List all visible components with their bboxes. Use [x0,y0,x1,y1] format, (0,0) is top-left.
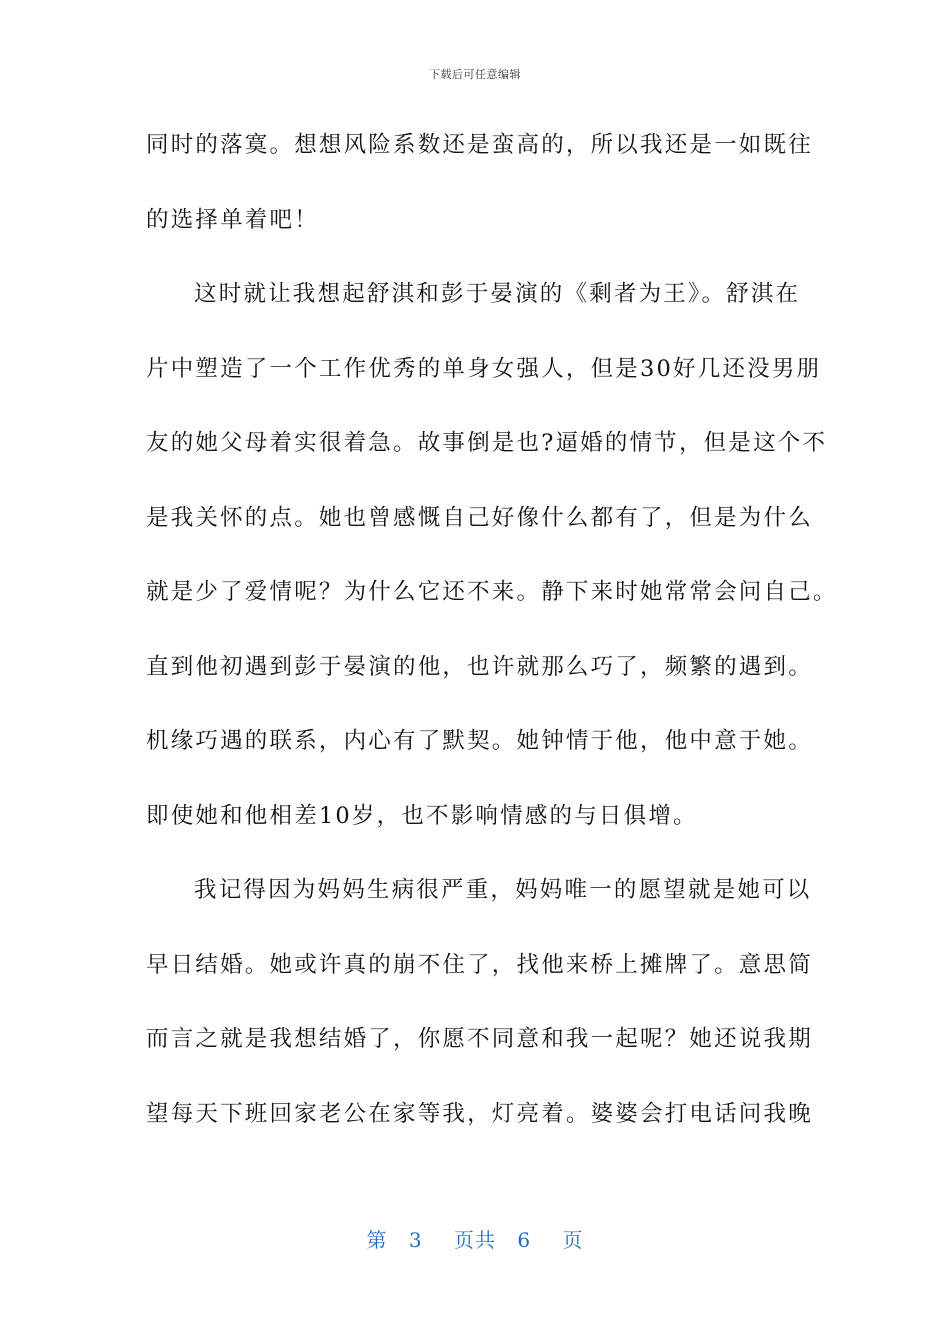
text-line: 的选择单着吧！ [146,206,319,233]
text-line: 就是少了爱情呢？为什么它还不来。静下来时她常常会问自己。 [146,579,838,605]
paragraph-start-line: 我记得因为妈妈生病很严重，妈妈唯一的愿望就是她可以 [194,877,812,903]
paragraph-start-line: 这时就让我想起舒淇和彭于晏演的《剩者为王》。舒淇在 [194,281,801,307]
text-line: 同时的落寞。想想风险系数还是蛮高的，所以我还是一如既往 [146,132,813,158]
text-line: 早日结婚。她或许真的崩不住了，找他来桥上摊牌了。意思简 [146,951,813,978]
header-note: 下载后可任意编辑 [429,68,521,81]
text-line: 是我关怀的点。她也曾感慨自己好像什么都有了，但是为什么 [146,504,813,531]
footer-suffix: 页 [562,1228,584,1252]
text-line: 而言之就是我想结婚了，你愿不同意和我一起呢？她还说我期 [146,1026,813,1052]
text-line: 友的她父母着实很着急。故事倒是也?逼婚的情节，但是这个不 [146,430,828,456]
text-line: 片中塑造了一个工作优秀的单身女强人，但是30好几还没男朋 [146,355,822,382]
footer-middle: 页共 [454,1228,496,1252]
page-number-footer [0,1224,950,1253]
body-text [146,120,838,1163]
current-page-number: 3 [408,1228,423,1252]
total-page-number: 6 [517,1228,532,1252]
text-line: 即使她和他相差10岁，也不影响情感的与日俱增。 [146,802,698,829]
text-line: 机缘巧遇的联系，内心有了默契。她钟情于他，他中意于她。 [146,728,813,754]
text-line: 望每天下班回家老公在家等我，灯亮着。婆婆会打电话问我晚 [146,1100,813,1127]
footer-prefix: 第 [366,1228,388,1252]
text-line: 直到他初遇到彭于晏演的他，也许就那么巧了，频繁的遇到。 [146,653,813,680]
